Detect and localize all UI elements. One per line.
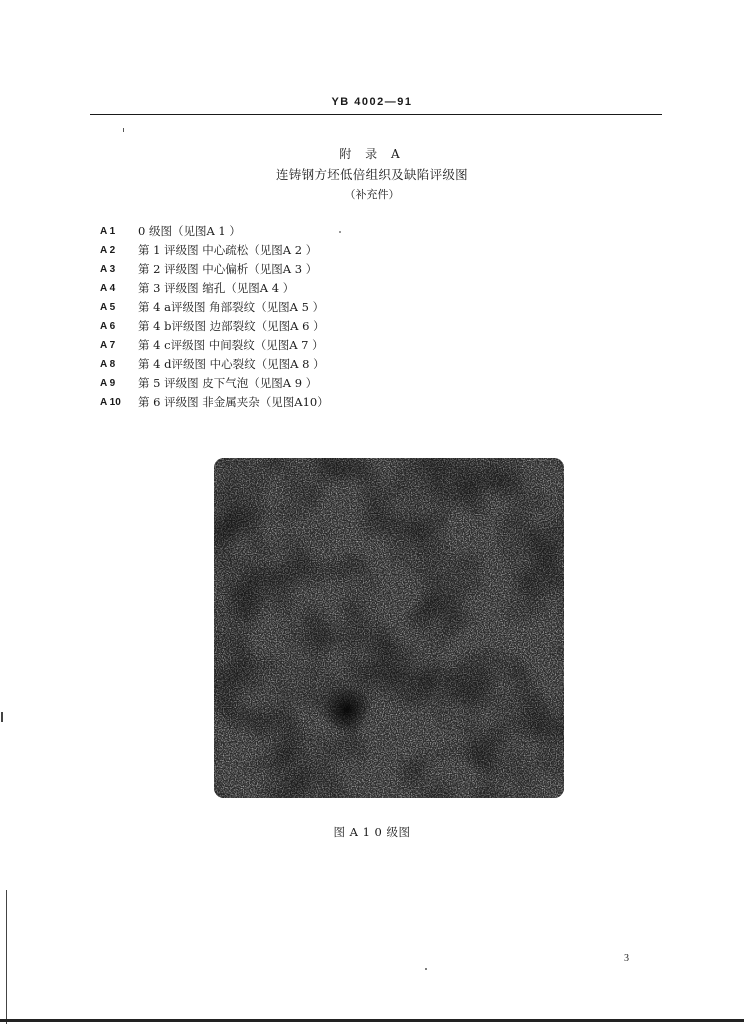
scan-bottom-rule	[0, 1019, 744, 1022]
item-code: A 2	[100, 245, 116, 256]
item-text: 第 4 d评级图 中心裂纹（见图A 8 ）	[138, 357, 325, 371]
item-text: 第 4 c评级图 中间裂纹（见图A 7 ）	[138, 338, 324, 352]
item-text: 第 4 a评级图 角部裂纹（见图A 5 ）	[138, 300, 325, 314]
list-item	[100, 355, 520, 374]
item-text: 0 级图（见图A 1 ）	[138, 224, 241, 238]
list-item	[100, 393, 520, 412]
item-text: 第 3 评级图 缩孔（见图A 4 ）	[138, 281, 295, 295]
appendix-subtitle: 连铸钢方坯低倍组织及缺陷评级图	[275, 167, 468, 182]
list-item	[100, 279, 520, 298]
dot-mark	[425, 968, 427, 970]
list-item	[100, 298, 520, 317]
item-list	[100, 222, 520, 412]
photo-texture	[214, 458, 564, 798]
list-item	[100, 222, 520, 241]
appendix-title: 附 录 A	[339, 147, 405, 161]
item-code: A 4	[100, 283, 116, 294]
item-code: A 10	[100, 397, 121, 408]
appendix-note: （补充件）	[344, 188, 400, 201]
scan-edge-line	[6, 890, 7, 1024]
item-text: 第 4 b评级图 边部裂纹（见图A 6 ）	[138, 319, 325, 333]
item-code: A 7	[100, 340, 116, 351]
scan-edge-tick	[1, 712, 3, 722]
list-item	[100, 374, 520, 393]
item-text: 第 1 评级图 中心疏松（见图A 2 ）	[138, 243, 318, 257]
item-code: A 8	[100, 359, 116, 370]
standard-code-header: YB 4002—91	[331, 96, 413, 108]
item-code: A 1	[100, 226, 116, 237]
list-item	[100, 317, 520, 336]
page-number: 3	[624, 953, 629, 964]
stray-mark	[123, 128, 124, 132]
figure-caption: 图 A 1 0 级图	[333, 825, 411, 839]
list-item	[100, 336, 520, 355]
list-item	[100, 241, 520, 260]
header-rule	[90, 114, 662, 115]
item-text: 第 6 评级图 非金属夹杂（见图A10）	[138, 395, 329, 409]
item-code: A 9	[100, 378, 116, 389]
item-text: 第 2 评级图 中心偏析（见图A 3 ）	[138, 262, 318, 276]
item-text: 第 5 评级图 皮下气泡（见图A 9 ）	[138, 376, 318, 390]
item-code: A 5	[100, 302, 116, 313]
item-code: A 3	[100, 264, 116, 275]
list-item	[100, 260, 520, 279]
macrostructure-photo	[214, 458, 564, 798]
item-code: A 6	[100, 321, 116, 332]
